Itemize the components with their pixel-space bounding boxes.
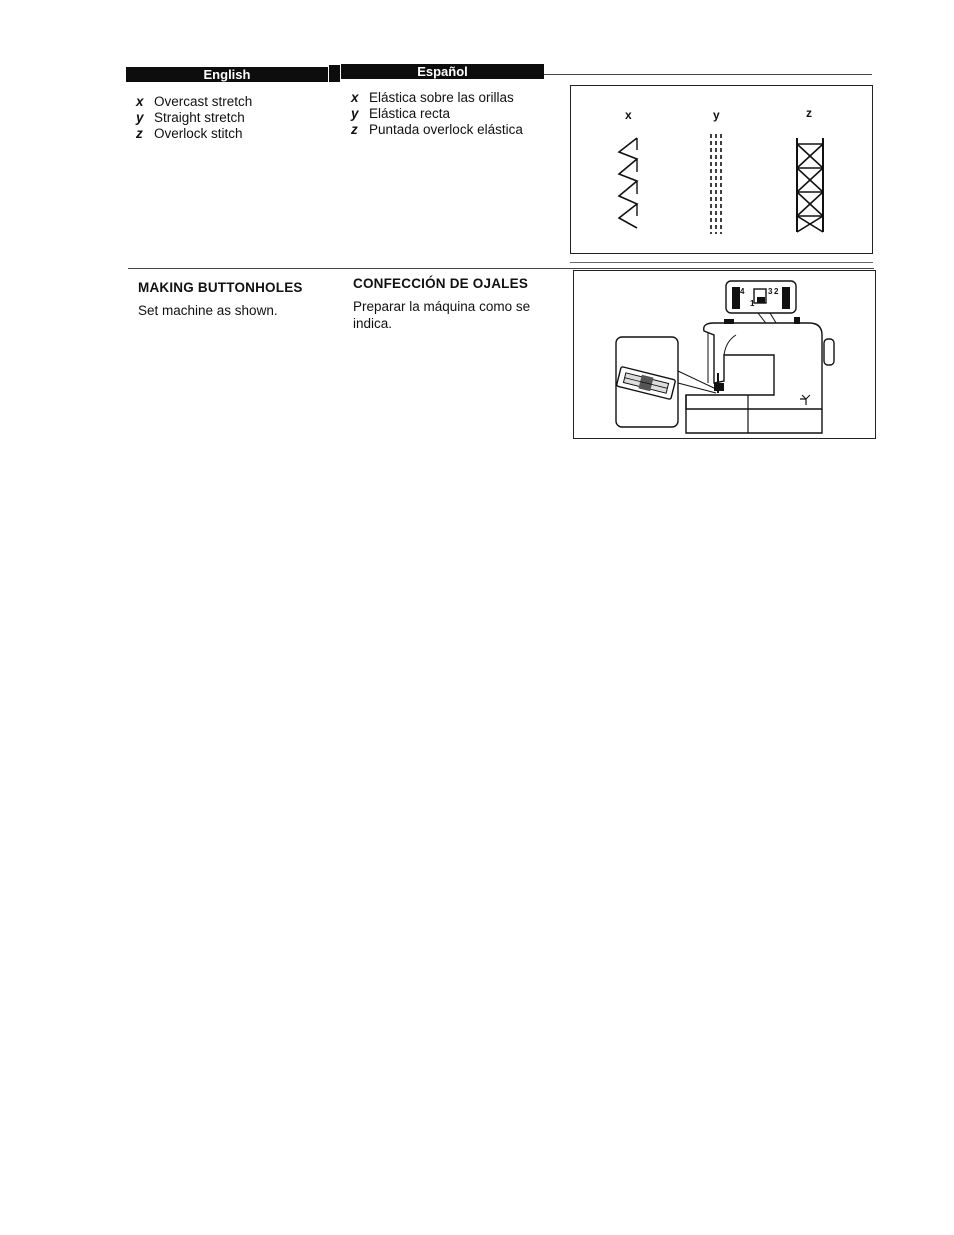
sewing-machine-icon [574,271,877,440]
spanish-header: Español [341,64,544,79]
dial-number: 2 [774,287,779,296]
list-item [351,106,523,122]
stitch-key: y [136,110,144,125]
spanish-instruction: Preparar la máquina como se indica. [353,299,531,331]
stitch-label: Straight stretch [154,110,245,125]
dial-number: 3 [768,287,773,296]
header-divider [329,65,340,82]
dial-number: 1 [750,299,755,308]
list-item [136,110,252,126]
section-rule [128,268,874,269]
list-item [136,94,252,110]
english-section-title: MAKING BUTTONHOLES [138,280,303,295]
dial-number: 4 [740,287,745,296]
overlock-stitch-icon [571,86,874,255]
stitch-label: Elástica sobre las orillas [369,90,514,105]
english-instruction: Set machine as shown. [138,303,278,318]
stitch-label: Overlock stitch [154,126,243,141]
stitch-key: z [136,126,143,141]
diagram-label-x: x [625,108,632,122]
stitch-label: Elástica recta [369,106,451,121]
diagram-label-z: z [806,106,812,120]
stitch-label: Overcast stretch [154,94,253,109]
english-header: English [126,67,328,82]
list-item [351,122,523,138]
stitch-key: x [351,90,359,105]
stitch-label: Puntada overlock elástica [369,122,523,137]
english-stitch-list [136,94,252,142]
list-item [136,126,252,142]
diagram-label-y: y [713,108,720,122]
list-item [351,90,523,106]
stitch-key: z [351,122,358,137]
header-rule [544,74,872,75]
stitch-key: x [136,94,144,109]
stitch-diagram [570,85,873,254]
spanish-stitch-list [351,90,523,138]
machine-illustration [573,270,876,439]
spanish-section-title: CONFECCIÓN DE OJALES [353,276,529,291]
section-rule-upper [570,262,873,263]
stitch-key: y [351,106,359,121]
